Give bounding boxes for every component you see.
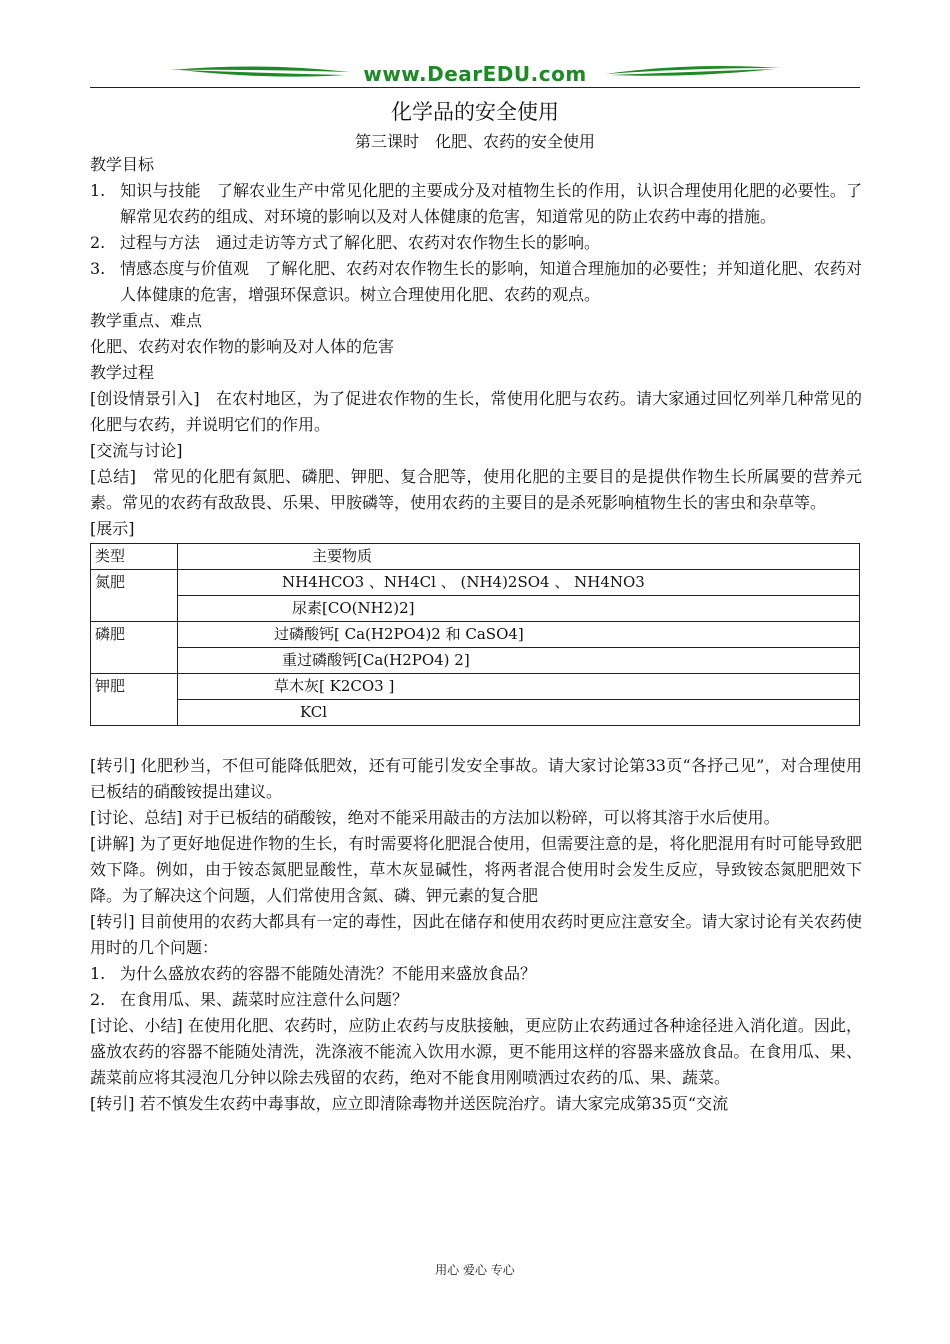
document-body	[90, 152, 862, 1117]
question-text: 为什么盛放农药的容器不能随处清洗？不能用来盛放食品？	[120, 964, 537, 983]
goal-number: 2.	[90, 233, 106, 252]
process-show: [展示]	[90, 519, 135, 538]
table-row	[91, 596, 860, 622]
table-cell-type: 钾肥	[91, 674, 178, 726]
question-number: 2.	[90, 990, 106, 1009]
site-logo: www.DearEDU.com	[363, 62, 587, 86]
goal-text: 知识与技能 了解农业生产中常见化肥的主要成分及对植物生长的作用，认识合理使用化肥的必要性。了解常见农药的组成、对环境的影响以及对人体健康的危害，知道常见的防止农药中毒的措施。	[120, 181, 862, 226]
discussion-summary: [讨论、小结] 在使用化肥、农药时，应防止农药与皮肤接触，更应防止农药通过各种途径进入消化道。因此，盛放农药的容器不能随处清洗，洗涤液不能流入饮用水源，更不能用这样的容器来盛放食品。在食用瓜、果、蔬菜前应将其浸泡几分钟以除去残留的农药，绝对不能食用刚喷洒过农药的瓜、果、蔬菜。	[90, 1016, 862, 1087]
transition-paragraph: [转引] 若不慎发生农药中毒事故，应立即清除毒物并送医院治疗。请大家完成第35页“交流	[90, 1094, 729, 1113]
fertilizer-table	[90, 543, 860, 726]
process-summary: [总结] 常见的化肥有氮肥、磷肥、钾肥、复合肥等，使用化肥的主要目的是提供作物生长所属要的营养元素。常见的农药有敌敌畏、乐果、甲胺磷等，使用农药的主要目的是杀死影响植物生长的害虫和杂草等。	[90, 467, 862, 512]
page-title: 化学品的安全使用	[391, 100, 559, 124]
question-number: 1.	[90, 964, 106, 983]
discussion-summary: [讨论、总结] 对于已板结的硝酸铵，绝对不能采用敲击的方法加以粉碎，可以将其溶于水后使用。	[90, 808, 780, 827]
focus-heading: 教学重点、难点	[90, 311, 203, 330]
transition-paragraph: [转引] 化肥秒当，不但可能降低肥效，还有可能引发安全事故。请大家讨论第33页“各抒己见”，对合理使用已板结的硝酸铵提出建议。	[90, 756, 862, 801]
table-header-row	[91, 544, 860, 570]
table-row	[91, 622, 860, 648]
transition-paragraph: [转引] 目前使用的农药大都具有一定的毒性，因此在储存和使用农药时更应注意安全。请大家讨论有关农药使用时的几个问题：	[90, 912, 862, 957]
table-cell-value: NH4HCO3 、NH4Cl 、 (NH4)2SO4 、 NH4NO3	[178, 570, 860, 596]
table-cell-value: 过磷酸钙[ Ca(H2PO4)2 和 CaSO4]	[178, 622, 860, 648]
goal-text: 情感态度与价值观 了解化肥、农药对农作物生长的影响，知道合理施加的必要性；并知道化肥、农药对人体健康的危害，增强环保意识。树立合理使用化肥、农药的观点。	[120, 259, 862, 304]
goal-number: 3.	[90, 259, 106, 278]
table-cell-type: 氮肥	[91, 570, 178, 622]
process-discuss: [交流与讨论]	[90, 441, 183, 460]
header-rule	[90, 87, 860, 88]
process-heading: 教学过程	[90, 363, 155, 382]
goal-item	[90, 230, 862, 256]
explanation-paragraph: [讲解] 为了更好地促进作物的生长，有时需要将化肥混合使用，但需要注意的是，将化肥混用有时可能导致肥效下降。例如，由于铵态氮肥显酸性，草木灰显碱性，将两者混合使用时会发生反应，导致铵态氮肥肥效下降。为了解决这个问题，人们常使用含氮、磷、钾元素的复合肥	[90, 834, 862, 905]
goal-item	[90, 256, 862, 308]
goal-number: 1.	[90, 181, 106, 200]
goal-item	[90, 178, 862, 230]
question-item	[90, 987, 862, 1013]
focus-text: 化肥、农药对农作物的影响及对人体的危害	[90, 337, 395, 356]
table-cell-value: 重过磷酸钙[Ca(H2PO4) 2]	[178, 648, 860, 674]
table-row	[91, 648, 860, 674]
table-cell-value: KCl	[178, 700, 860, 726]
table-row	[91, 570, 860, 596]
question-text: 在食用瓜、果、蔬菜时应注意什么问题？	[120, 990, 409, 1009]
goal-text: 过程与方法 通过走访等方式了解化肥、农药对农作物生长的影响。	[120, 233, 601, 252]
table-header-substance: 主要物质	[178, 544, 860, 570]
table-cell-value: 草木灰[ K2CO3 ]	[178, 674, 860, 700]
page-footer: 用心 爱心 专心	[435, 1263, 515, 1277]
page-subtitle: 第三课时 化肥、农药的安全使用	[354, 132, 595, 151]
table-cell-type: 磷肥	[91, 622, 178, 674]
spacer	[90, 726, 862, 753]
table-header-type: 类型	[91, 544, 178, 570]
table-cell-value: 尿素[CO(NH2)2]	[178, 596, 860, 622]
goals-heading: 教学目标	[90, 155, 155, 174]
table-row	[91, 700, 860, 726]
question-item	[90, 961, 862, 987]
process-intro: [创设情景引入] 在农村地区，为了促进农作物的生长，常使用化肥与农药。请大家通过回忆列举几种常见的化肥与农药，并说明它们的作用。	[90, 389, 862, 434]
table-row	[91, 674, 860, 700]
right-swoosh-decoration-2	[610, 69, 775, 76]
